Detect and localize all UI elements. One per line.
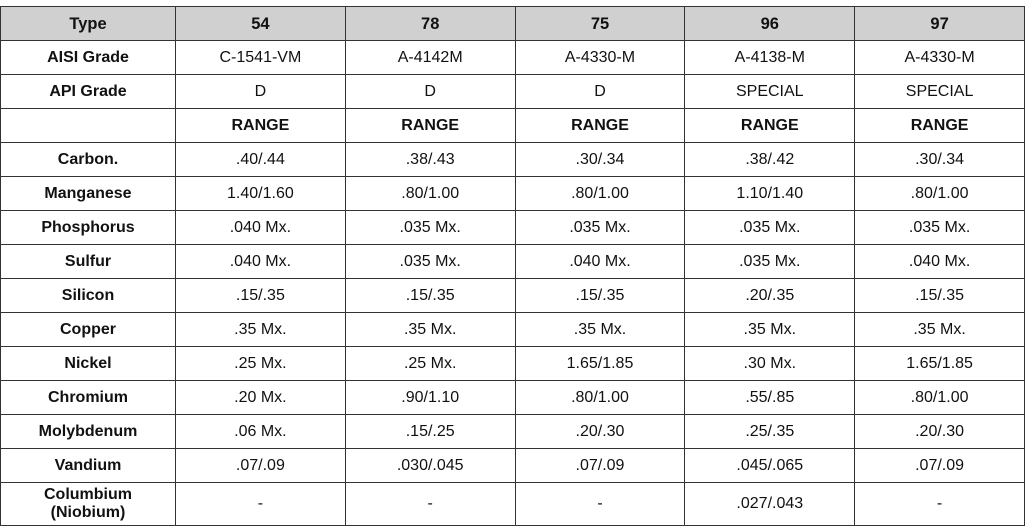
table-row-vandium (1, 449, 1025, 483)
table-cell: .15/.35 (515, 279, 685, 313)
row-label: Chromium (1, 381, 176, 415)
range-header-cell: RANGE (855, 109, 1025, 143)
table-cell: .30 Mx. (685, 347, 855, 381)
table-cell: D (176, 75, 346, 109)
table-cell: .20/.30 (855, 415, 1025, 449)
table-cell: 1.10/1.40 (685, 177, 855, 211)
table-cell: A-4142M (345, 41, 515, 75)
table-row-phosphorus (1, 211, 1025, 245)
table-cell: .15/.35 (176, 279, 346, 313)
table-cell: .030/.045 (345, 449, 515, 483)
table-cell: SPECIAL (855, 75, 1025, 109)
table-row-chromium (1, 381, 1025, 415)
table-row-silicon (1, 279, 1025, 313)
table-cell: - (515, 483, 685, 526)
row-label: Phosphorus (1, 211, 176, 245)
table-cell: .040 Mx. (176, 211, 346, 245)
table-cell: D (345, 75, 515, 109)
table-cell: .80/1.00 (515, 177, 685, 211)
table-cell: .55/.85 (685, 381, 855, 415)
table-cell: .25 Mx. (176, 347, 346, 381)
table-cell: - (855, 483, 1025, 526)
table-cell: .30/.34 (515, 143, 685, 177)
row-label: Sulfur (1, 245, 176, 279)
steel-grade-table-container (0, 6, 1024, 526)
table-cell: .035 Mx. (345, 211, 515, 245)
type-header-cell: 54 (176, 7, 346, 41)
row-label: Silicon (1, 279, 176, 313)
table-row-sulfur (1, 245, 1025, 279)
type-header-cell: 96 (685, 7, 855, 41)
table-cell: .040 Mx. (176, 245, 346, 279)
table-cell: .035 Mx. (855, 211, 1025, 245)
table-cell: .040 Mx. (515, 245, 685, 279)
table-cell: .07/.09 (515, 449, 685, 483)
row-label-line1: Columbium (44, 486, 132, 503)
steel-grade-table (0, 6, 1025, 526)
table-cell: .15/.35 (855, 279, 1025, 313)
table-cell: .30/.34 (855, 143, 1025, 177)
table-cell: C-1541-VM (176, 41, 346, 75)
table-cell: A-4330-M (515, 41, 685, 75)
table-row-nickel (1, 347, 1025, 381)
row-label: Copper (1, 313, 176, 347)
table-cell: .06 Mx. (176, 415, 346, 449)
table-cell: SPECIAL (685, 75, 855, 109)
table-cell: 1.40/1.60 (176, 177, 346, 211)
table-cell: .80/1.00 (515, 381, 685, 415)
row-label-line2: (Niobium) (50, 504, 126, 521)
table-row-aisi-grade (1, 41, 1025, 75)
range-header-cell: RANGE (345, 109, 515, 143)
table-cell: .35 Mx. (176, 313, 346, 347)
table-cell: .07/.09 (855, 449, 1025, 483)
table-cell: .027/.043 (685, 483, 855, 526)
row-label: Carbon. (1, 143, 176, 177)
table-cell: - (176, 483, 346, 526)
table-row-manganese (1, 177, 1025, 211)
table-cell: .35 Mx. (345, 313, 515, 347)
table-row-carbon (1, 143, 1025, 177)
table-cell: .035 Mx. (345, 245, 515, 279)
type-header-cell: 78 (345, 7, 515, 41)
table-row-range-header (1, 109, 1025, 143)
table-cell: .20/.35 (685, 279, 855, 313)
header-row (1, 7, 1025, 41)
table-cell: .38/.43 (345, 143, 515, 177)
row-label-columbium (1, 483, 176, 526)
row-label: Nickel (1, 347, 176, 381)
table-row-api-grade (1, 75, 1025, 109)
row-label: Manganese (1, 177, 176, 211)
table-cell: A-4330-M (855, 41, 1025, 75)
range-header-cell: RANGE (515, 109, 685, 143)
table-cell: D (515, 75, 685, 109)
table-cell: .80/1.00 (855, 177, 1025, 211)
table-cell: .20 Mx. (176, 381, 346, 415)
table-cell: .80/1.00 (345, 177, 515, 211)
table-cell: .15/.25 (345, 415, 515, 449)
table-row-columbium (1, 483, 1025, 526)
type-header-cell: 97 (855, 7, 1025, 41)
table-cell: .80/1.00 (855, 381, 1025, 415)
table-cell: .035 Mx. (515, 211, 685, 245)
table-cell: .20/.30 (515, 415, 685, 449)
row-label: Molybdenum (1, 415, 176, 449)
table-cell: .90/1.10 (345, 381, 515, 415)
table-cell: 1.65/1.85 (515, 347, 685, 381)
type-header-cell: 75 (515, 7, 685, 41)
row-label: AISI Grade (1, 41, 176, 75)
row-label: API Grade (1, 75, 176, 109)
table-cell: .045/.065 (685, 449, 855, 483)
table-cell: .25/.35 (685, 415, 855, 449)
row-label: Vandium (1, 449, 176, 483)
row-label-empty (1, 109, 176, 143)
table-cell: .35 Mx. (685, 313, 855, 347)
type-header: Type (1, 7, 176, 41)
range-header-cell: RANGE (176, 109, 346, 143)
table-cell: - (345, 483, 515, 526)
table-cell: .035 Mx. (685, 245, 855, 279)
table-cell: .040 Mx. (855, 245, 1025, 279)
table-cell: .35 Mx. (515, 313, 685, 347)
range-header-cell: RANGE (685, 109, 855, 143)
table-row-molybdenum (1, 415, 1025, 449)
table-cell: 1.65/1.85 (855, 347, 1025, 381)
table-cell: .40/.44 (176, 143, 346, 177)
table-cell: A-4138-M (685, 41, 855, 75)
table-row-copper (1, 313, 1025, 347)
table-cell: .35 Mx. (855, 313, 1025, 347)
table-cell: .38/.42 (685, 143, 855, 177)
table-cell: .15/.35 (345, 279, 515, 313)
table-cell: .07/.09 (176, 449, 346, 483)
table-cell: .035 Mx. (685, 211, 855, 245)
table-cell: .25 Mx. (345, 347, 515, 381)
